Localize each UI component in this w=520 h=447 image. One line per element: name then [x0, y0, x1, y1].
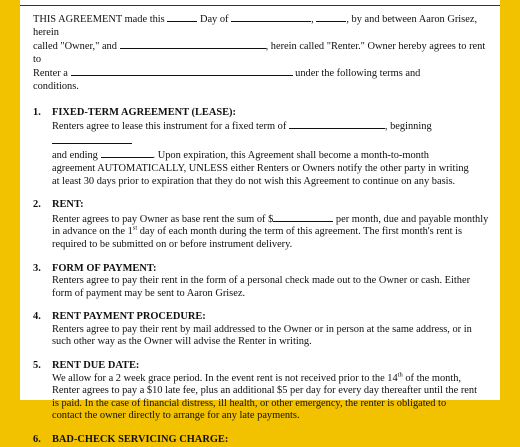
section-text: Renters agree to lease this instrument for a fixed term of	[52, 121, 287, 133]
ordinal-suffix: th	[397, 371, 403, 379]
section-line	[52, 226, 495, 239]
section-line: Renter agrees to pay a $10 late fee, plus an additional $5 per day for every day thereafter until the rent	[52, 385, 477, 397]
intro-text: under the following terms and	[295, 68, 421, 80]
section-text: . Upon expiration, this Agreement shall become a month-to-month	[152, 150, 429, 162]
intro-line-4: conditions.	[33, 80, 79, 92]
section-line: is paid. In the case of financial distress, ill health, or other emergency, the renter is obligated to	[52, 397, 447, 409]
year-blank[interactable]	[316, 12, 346, 22]
section-heading: RENT PAYMENT PROCEDURE:	[52, 311, 206, 323]
section-line	[52, 148, 495, 163]
renter-name-blank[interactable]	[120, 39, 266, 49]
intro-text: Day of	[199, 14, 229, 25]
section-bad-check	[33, 434, 495, 447]
top-rule	[20, 5, 500, 6]
section-text: in advance on the 1	[52, 226, 133, 238]
section-text: of the month,	[402, 372, 462, 384]
section-number: 3.	[33, 262, 41, 274]
property-blank[interactable]	[71, 66, 293, 76]
section-number: 4.	[33, 311, 41, 323]
section-line: required to be submitted on or before instrument delivery.	[52, 238, 293, 250]
section-rent-due-date	[33, 360, 495, 423]
section-line: such other way as the Owner will advise the Renter in writing.	[52, 336, 312, 348]
intro-text: ,	[311, 14, 314, 25]
section-line: form of payment may be sent to Aaron Grisez.	[52, 287, 246, 299]
document-page	[20, 0, 500, 446]
intro-text: called "Owner," and	[33, 41, 117, 53]
section-text: Renter agrees to pay Owner as base rent the sum of $	[52, 213, 274, 225]
section-line	[52, 119, 495, 148]
section-line: Renters agree to pay their rent in the form of a personal check made out to the Owner or cash. Either	[52, 275, 471, 287]
section-number: 5.	[33, 360, 41, 372]
section-heading: FORM OF PAYMENT:	[52, 262, 157, 274]
section-line: agreement AUTOMATICALLY, UNLESS either Renters or Owners notify the other party in writing	[52, 162, 469, 174]
section-text: and ending	[52, 150, 98, 162]
month-blank[interactable]	[231, 12, 311, 22]
intro-text: THIS AGREEMENT made this	[33, 14, 165, 25]
section-number: 6.	[33, 434, 41, 446]
section-number: 2.	[33, 199, 41, 211]
end-date-blank[interactable]	[101, 148, 153, 158]
section-line	[52, 373, 495, 386]
intro-text: , herein called "Renter." Owner hereby agrees to rent to	[33, 41, 486, 65]
section-text: We allow for a 2 week grace period. In the event rent is not received prior to the 14	[52, 372, 398, 384]
intro-text: Renter a	[33, 68, 68, 80]
intro-line-3	[33, 66, 495, 81]
section-text: per month, due and payable monthly	[335, 213, 489, 225]
section-text: , beginning	[384, 121, 432, 133]
section-line: at least 30 days prior to expiration that they do not wish this Agreement to continue on any basis.	[52, 175, 456, 187]
section-heading: RENT:	[52, 199, 84, 211]
section-line: Renters agree to pay their rent by mail addressed to the Owner or in person at the same address, or in	[52, 323, 472, 335]
section-fixed-term	[33, 107, 495, 189]
section-heading: FIXED-TERM AGREEMENT (LEASE):	[52, 106, 236, 118]
section-form-of-payment	[33, 263, 495, 301]
begin-date-blank[interactable]	[52, 134, 132, 144]
rent-amount-blank[interactable]	[273, 212, 333, 222]
section-payment-procedure	[33, 311, 495, 349]
section-text: day of each month during the term of this agreement. The first month's rent is	[137, 226, 463, 238]
intro-line-1	[33, 12, 495, 39]
section-rent	[33, 199, 495, 251]
day-blank[interactable]	[167, 12, 197, 22]
section-heading: BAD-CHECK SERVICING CHARGE:	[52, 434, 229, 446]
intro-line-2	[33, 39, 495, 66]
term-blank[interactable]	[289, 119, 385, 129]
ordinal-suffix: st	[132, 224, 138, 232]
agreement-intro	[33, 12, 495, 94]
document-content	[33, 12, 495, 447]
section-heading: RENT DUE DATE:	[52, 360, 140, 372]
section-number: 1.	[33, 106, 41, 118]
section-line	[52, 212, 495, 227]
intro-text: , by and between Aaron Grisez, herein	[33, 14, 478, 38]
section-line: contact the owner directly to arrange for any late payments.	[52, 410, 300, 422]
